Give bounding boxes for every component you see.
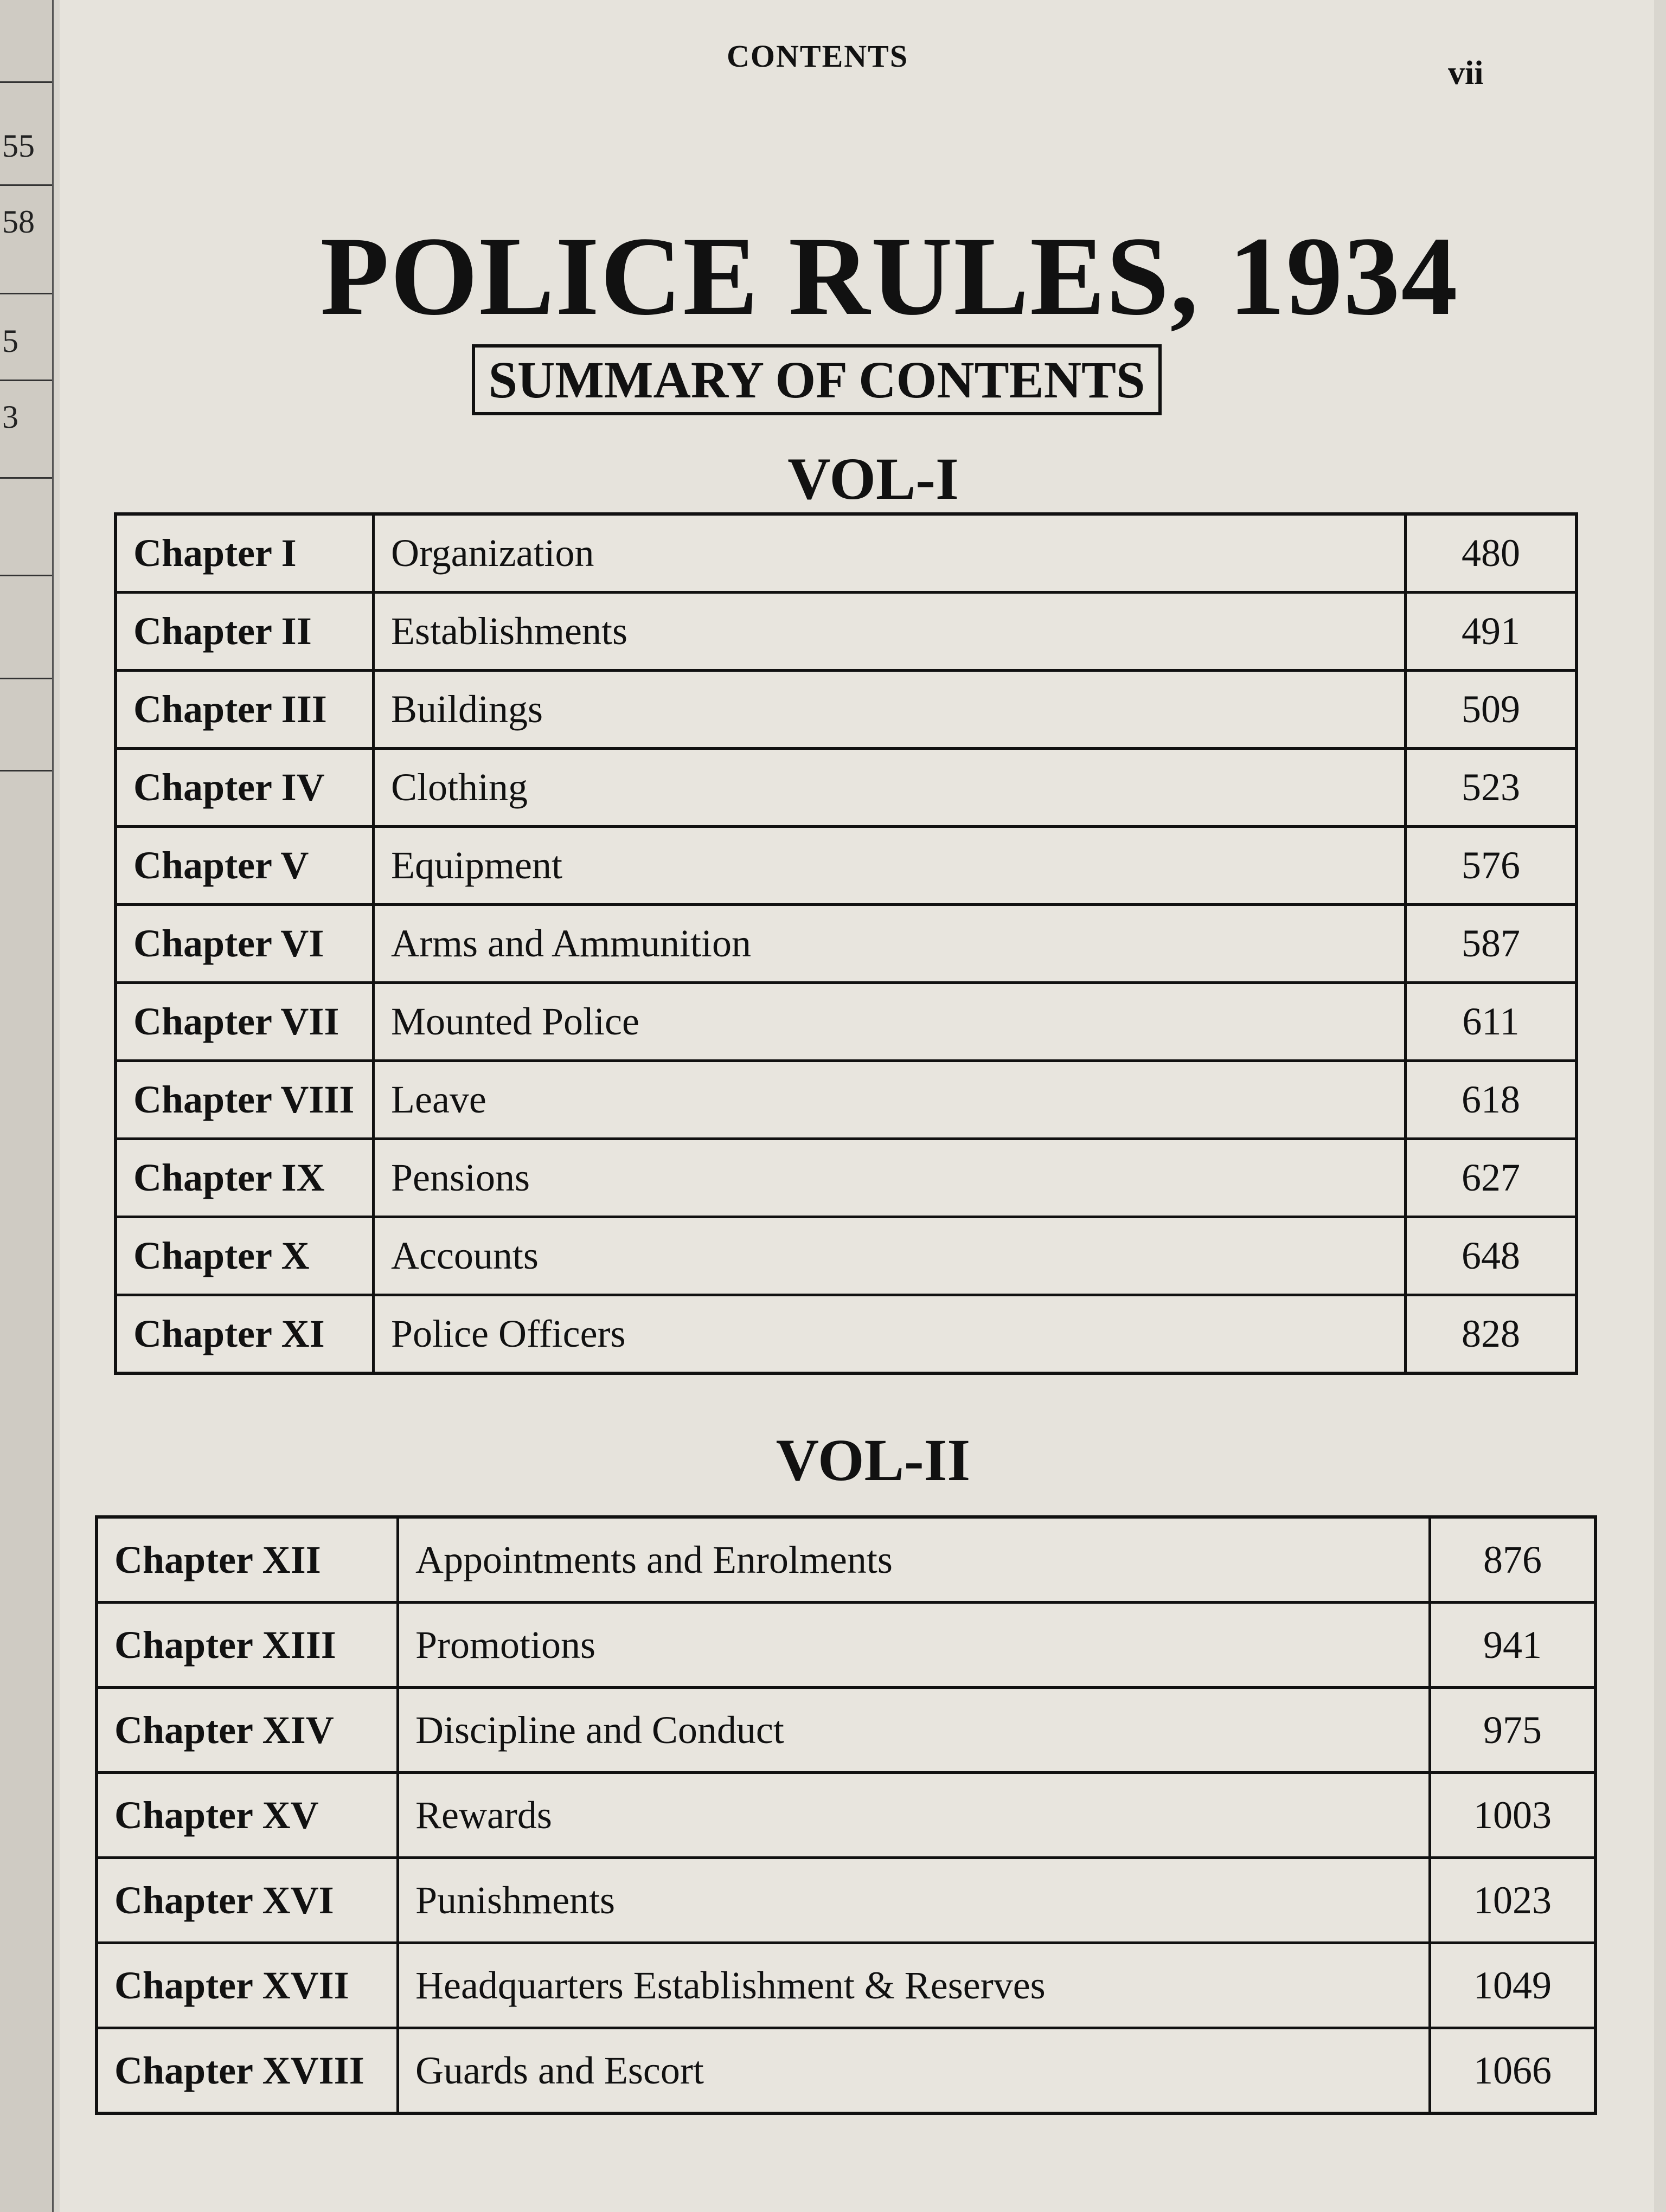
chapter-title: Mounted Police — [374, 983, 1406, 1061]
table-row — [116, 749, 1577, 827]
page-ref: 1049 — [1430, 1943, 1596, 2028]
page-edge-number: 58 — [2, 204, 35, 240]
chapter-title: Accounts — [374, 1217, 1406, 1295]
page-number: vii — [1448, 55, 1484, 92]
chapter-number: Chapter XV — [97, 1773, 398, 1858]
page-edge-number: 5 — [2, 323, 18, 359]
page-ref: 491 — [1406, 593, 1577, 671]
chapter-title: Appointments and Enrolments — [398, 1517, 1430, 1603]
boxed-subtitle: SUMMARY OF CONTENTS — [472, 344, 1162, 415]
vol-1-contents-table — [114, 512, 1578, 1375]
page-ref: 975 — [1430, 1688, 1596, 1773]
chapter-title: Punishments — [398, 1858, 1430, 1943]
chapter-number: Chapter XII — [97, 1517, 398, 1603]
vol-2-heading: VOL-II — [776, 1427, 971, 1493]
chapter-number: Chapter XIII — [97, 1603, 398, 1688]
chapter-number: Chapter VIII — [116, 1061, 374, 1139]
chapter-number: Chapter XI — [116, 1295, 374, 1374]
table-row — [116, 593, 1577, 671]
table-row — [116, 905, 1577, 983]
table-row — [97, 2028, 1595, 2114]
page-ref: 941 — [1430, 1603, 1596, 1688]
chapter-number: Chapter X — [116, 1217, 374, 1295]
page-edge-rule — [0, 293, 52, 294]
chapter-number: Chapter XVIII — [97, 2028, 398, 2114]
page-title: POLICE RULES, 1934 — [320, 214, 1459, 338]
chapter-title: Equipment — [374, 827, 1406, 905]
page-edge-rule — [0, 81, 52, 83]
book-page — [60, 0, 1654, 2212]
page-edge-rule — [0, 380, 52, 381]
page-ref: 828 — [1406, 1295, 1577, 1374]
chapter-number: Chapter V — [116, 827, 374, 905]
page-edge-number: 55 — [2, 128, 35, 164]
page-edge-rule — [0, 770, 52, 771]
page-ref: 587 — [1406, 905, 1577, 983]
page-ref: 1066 — [1430, 2028, 1596, 2114]
page-edge-number: 3 — [2, 399, 18, 435]
page-ref: 576 — [1406, 827, 1577, 905]
chapter-number: Chapter XIV — [97, 1688, 398, 1773]
chapter-number: Chapter IV — [116, 749, 374, 827]
chapter-title: Guards and Escort — [398, 2028, 1430, 2114]
chapter-number: Chapter III — [116, 671, 374, 749]
table-row — [116, 1139, 1577, 1217]
table-row — [97, 1943, 1595, 2028]
chapter-title: Rewards — [398, 1773, 1430, 1858]
chapter-number: Chapter II — [116, 593, 374, 671]
page-edge-rule — [0, 678, 52, 679]
page-ref: 1023 — [1430, 1858, 1596, 1943]
chapter-title: Police Officers — [374, 1295, 1406, 1374]
table-row — [116, 671, 1577, 749]
chapter-number: Chapter XVII — [97, 1943, 398, 2028]
page-ref: 611 — [1406, 983, 1577, 1061]
table-row — [97, 1688, 1595, 1773]
page-ref: 1003 — [1430, 1773, 1596, 1858]
page-ref: 627 — [1406, 1139, 1577, 1217]
vol-1-heading: VOL-I — [787, 446, 959, 512]
chapter-title: Organization — [374, 514, 1406, 593]
chapter-title: Buildings — [374, 671, 1406, 749]
chapter-title: Pensions — [374, 1139, 1406, 1217]
page-ref: 876 — [1430, 1517, 1596, 1603]
table-row — [116, 1061, 1577, 1139]
page-edge-rule — [0, 477, 52, 479]
page-ref: 648 — [1406, 1217, 1577, 1295]
table-row — [116, 983, 1577, 1061]
chapter-number: Chapter I — [116, 514, 374, 593]
chapter-number: Chapter VI — [116, 905, 374, 983]
chapter-number: Chapter IX — [116, 1139, 374, 1217]
table-row — [116, 827, 1577, 905]
chapter-title: Headquarters Establishment & Reserves — [398, 1943, 1430, 2028]
chapter-number: Chapter VII — [116, 983, 374, 1061]
page-ref: 523 — [1406, 749, 1577, 827]
page-ref: 480 — [1406, 514, 1577, 593]
chapter-title: Leave — [374, 1061, 1406, 1139]
chapter-title: Establishments — [374, 593, 1406, 671]
table-row — [97, 1773, 1595, 1858]
vol-2-contents-table — [95, 1515, 1597, 2115]
chapter-number: Chapter XVI — [97, 1858, 398, 1943]
table-row — [116, 1295, 1577, 1374]
chapter-title: Clothing — [374, 749, 1406, 827]
adjacent-page-edge — [0, 0, 54, 2212]
table-row — [97, 1517, 1595, 1603]
running-head: CONTENTS — [727, 38, 909, 74]
page-ref: 618 — [1406, 1061, 1577, 1139]
table-row — [97, 1603, 1595, 1688]
chapter-title: Discipline and Conduct — [398, 1688, 1430, 1773]
page-edge-rule — [0, 575, 52, 576]
page-ref: 509 — [1406, 671, 1577, 749]
table-row — [97, 1858, 1595, 1943]
table-row — [116, 514, 1577, 593]
page-edge-rule — [0, 184, 52, 186]
chapter-title: Promotions — [398, 1603, 1430, 1688]
chapter-title: Arms and Ammunition — [374, 905, 1406, 983]
table-row — [116, 1217, 1577, 1295]
